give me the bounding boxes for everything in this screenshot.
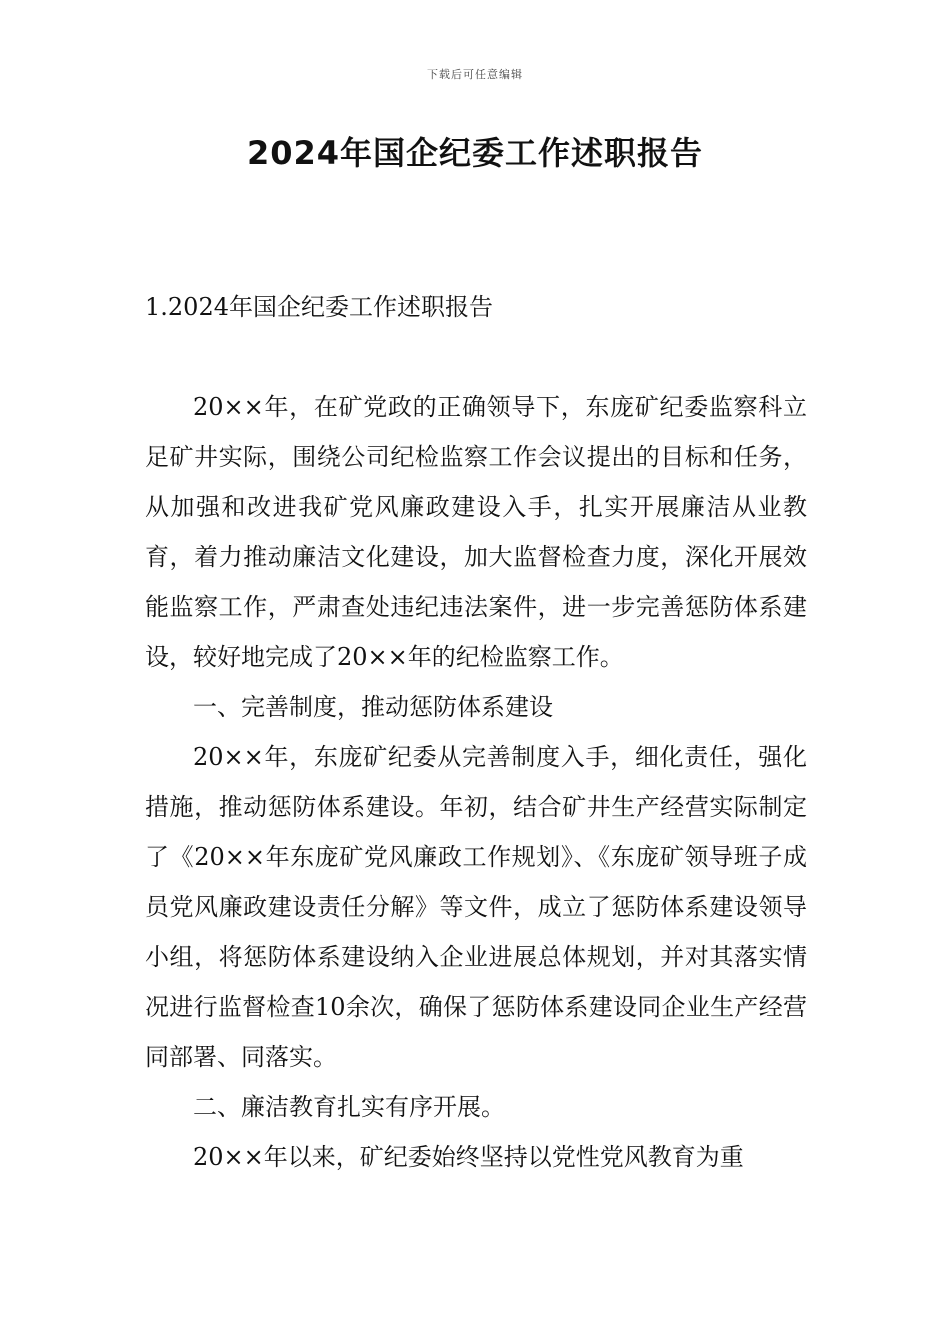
paragraph-system-building: 20××年，东庞矿纪委从完善制度入手，细化责任，强化措施，推动惩防体系建设。年初，结合矿井生产经营实际制定了《20××年东庞矿党风廉政工作规划》、《东庞矿领导班子成员党风廉政建设责任分解》等文件，成立了惩防体系建设领导小组，将惩防体系建设纳入企业进展总体规划，并对其落实情况进行监督检查10余次，确保了惩防体系建设同企业生产经营同部署、同落实。 [145, 743, 807, 1071]
subheading-one: 一、完善制度，推动惩防体系建设 [193, 693, 553, 721]
subheading-two: 二、廉洁教育扎实有序开展。 [193, 1093, 505, 1121]
document-title: 2024年国企纪委工作述职报告 [246, 134, 704, 172]
paragraph-education: 20××年以来，矿纪委始终坚持以党性党风教育为重 [193, 1143, 744, 1171]
download-watermark: 下载后可任意编辑 [427, 68, 523, 81]
section-heading: 1.2024年国企纪委工作述职报告 [145, 293, 493, 321]
document-body [145, 282, 807, 1182]
intro-paragraph: 20××年，在矿党政的正确领导下，东庞矿纪委监察科立足矿井实际，围绕公司纪检监察工作会议提出的目标和任务，从加强和改进我矿党风廉政建设入手，扎实开展廉洁从业教育，着力推动廉洁文化建设，加大监督检查力度，深化开展效能监察工作，严肃查处违纪违法案件，进一步完善惩防体系建设，较好地完成了20××年的纪检监察工作。 [145, 393, 807, 671]
